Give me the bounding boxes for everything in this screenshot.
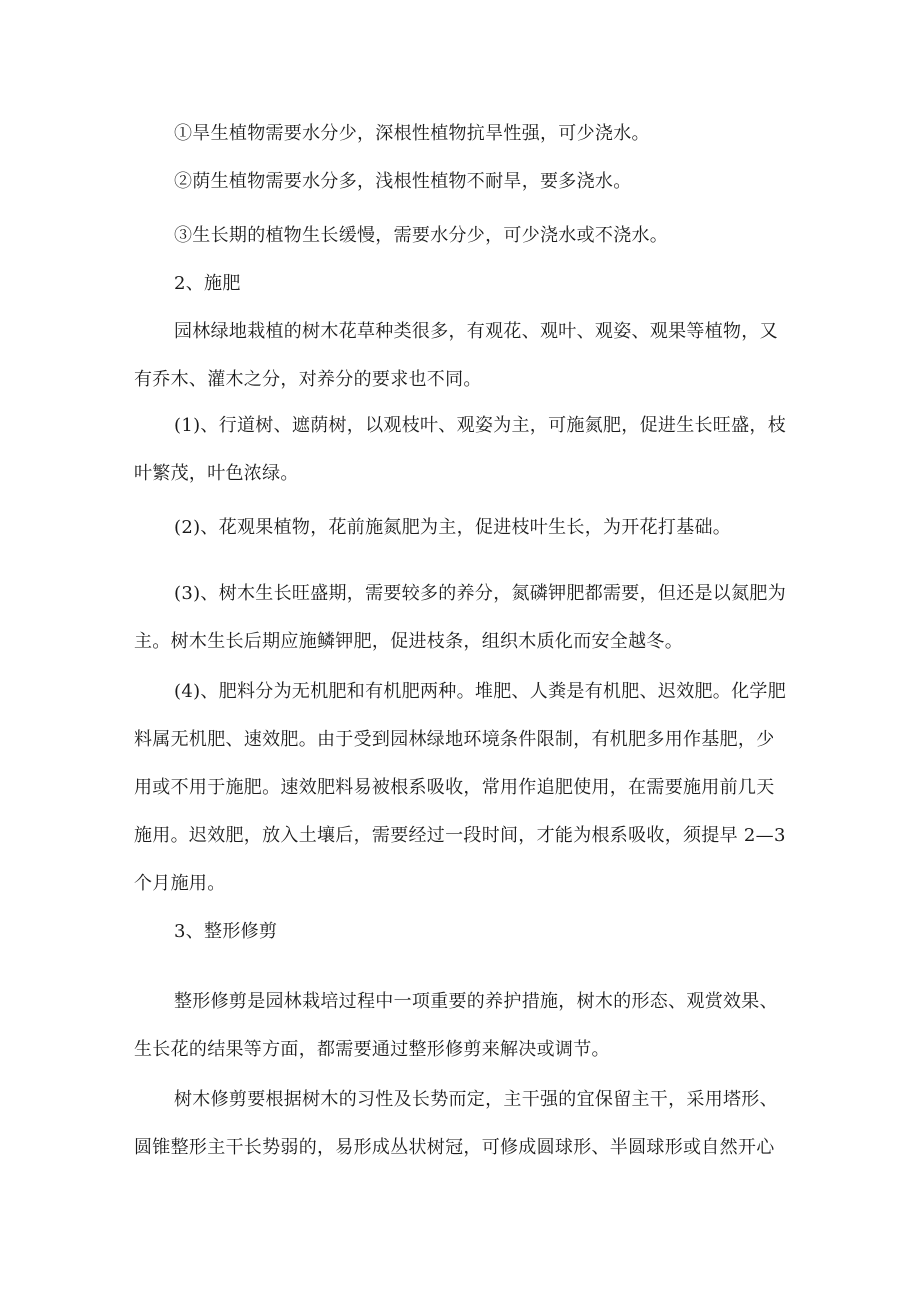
- text-line: 生长花的结果等方面，都需要通过整形修剪来解决或调节。: [134, 1039, 610, 1060]
- paragraph-item-1: [134, 408, 790, 492]
- paragraph-shade-plants: [134, 164, 790, 200]
- section-heading-fertilizing: [134, 266, 790, 302]
- text-line: 料属无机肥、速效肥。由于受到园林绿地环境条件限制，有机肥多用作基肥，少: [134, 729, 775, 750]
- text-line: (1)、行道树、遮荫树，以观枝叶、观姿为主，可施氮肥，促进生长旺盛，枝: [174, 415, 786, 436]
- text-line: 有乔木、灌木之分，对养分的要求也不同。: [134, 369, 482, 390]
- section-heading-pruning: [134, 914, 790, 950]
- paragraph-fertilizing-intro: [134, 314, 790, 398]
- paragraph-item-3: [134, 576, 790, 660]
- text-line: (4)、肥料分为无机肥和有机肥两种。堆肥、人粪是有机肥、迟效肥。化学肥: [174, 681, 786, 702]
- paragraph-item-2: [134, 510, 790, 546]
- text-line: 树木修剪要根据树木的习性及长势而定，主干强的宜保留主干，采用塔形、: [174, 1089, 778, 1110]
- text-line: 园林绿地栽植的树木花草种类很多，有观花、观叶、观姿、观果等植物，又: [174, 321, 778, 342]
- paragraph-item-4: [134, 674, 790, 902]
- text-line: (3)、树木生长旺盛期，需要较多的养分，氮磷钾肥都需要，但还是以氮肥为: [174, 583, 786, 604]
- heading-text: 3、整形修剪: [174, 921, 278, 942]
- text-line: ②荫生植物需要水分多，浅根性植物不耐旱，要多浇水。: [174, 171, 632, 192]
- text-line: 圆锥整形主干长势弱的，易形成丛状树冠，可修成圆球形、半圆球形或自然开心: [134, 1137, 775, 1158]
- text-line: (2)、花观果植物，花前施氮肥为主，促进枝叶生长，为开花打基础。: [174, 517, 732, 538]
- paragraph-pruning-method: [134, 1082, 790, 1166]
- text-line: 整形修剪是园林栽培过程中一项重要的养护措施，树木的形态、观赏效果、: [174, 991, 778, 1012]
- paragraph-pruning-intro: [134, 984, 790, 1068]
- text-line: 个月施用。: [134, 873, 226, 894]
- text-line: 施用。迟效肥，放入土壤后，需要经过一段时间，才能为根系吸收，须提早 2—3: [134, 825, 786, 846]
- text-line: ③生长期的植物生长缓慢，需要水分少，可少浇水或不浇水。: [174, 225, 669, 246]
- paragraph-drought-plants: [134, 116, 790, 152]
- text-line: 叶繁茂，叶色浓绿。: [134, 463, 299, 484]
- text-line: 主。树木生长后期应施鳞钾肥，促进枝条，组织木质化而安全越冬。: [134, 631, 683, 652]
- heading-text: 2、施肥: [174, 273, 241, 294]
- text-line: 用或不用于施肥。速效肥料易被根系吸收，常用作追肥使用，在需要施用前几天: [134, 777, 775, 798]
- paragraph-growth-period: [134, 218, 790, 254]
- text-line: ①旱生植物需要水分少，深根性植物抗旱性强，可少浇水。: [174, 123, 650, 144]
